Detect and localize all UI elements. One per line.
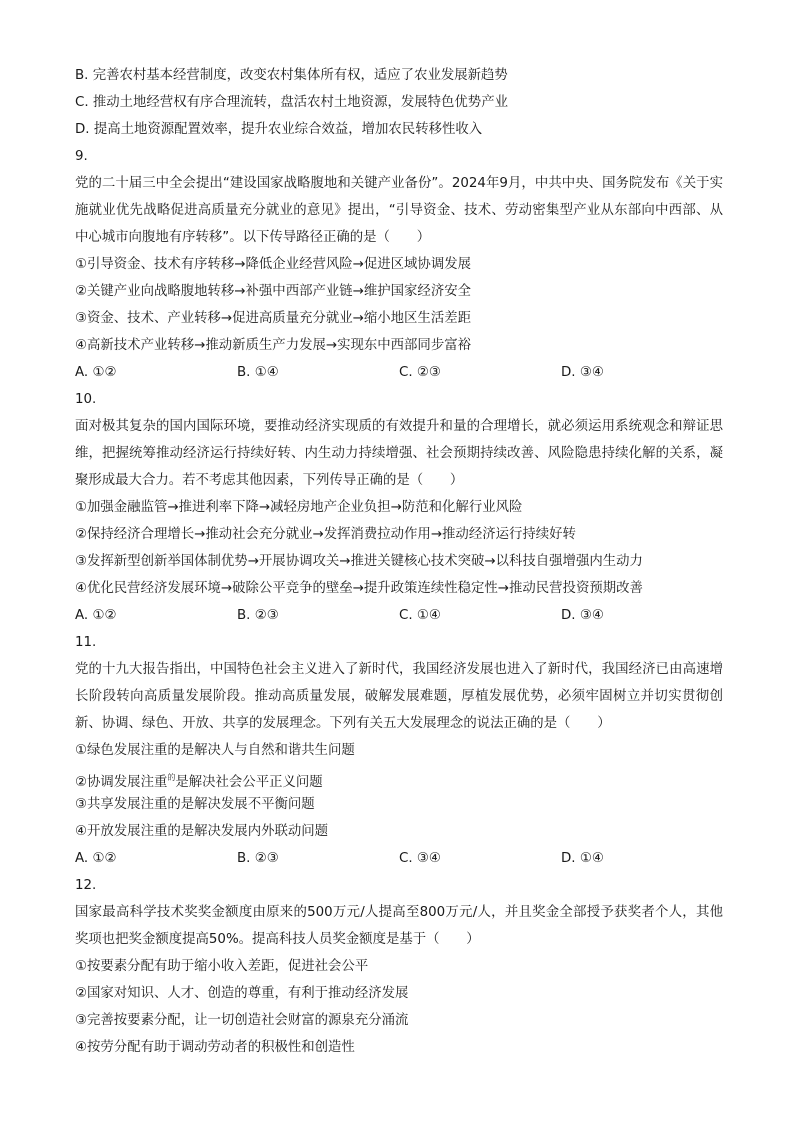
statement-2-end: 是解决社会公平正义问题 [175, 775, 323, 790]
statement-4: ④按劳分配有助于调动劳动者的积极性和创造性 [75, 1040, 355, 1055]
choice-b[interactable]: B. ②③ [237, 851, 279, 866]
question-12 [75, 872, 723, 1061]
superscript-artifact: 的 [167, 773, 176, 782]
statement-2: ②保持经济合理增长→推动社会充分就业→发挥消费拉动作用→推动经济运行持续好转 [75, 527, 576, 542]
statement-1: ①按要素分配有助于缩小收入差距，促进社会公平 [75, 959, 369, 974]
statement-3: ③发挥新型创新举国体制优势→开展协调攻关→推进关键核心技术突破→以科技自强增强内生动力 [75, 554, 643, 569]
choice-a[interactable]: A. ①② [75, 851, 117, 866]
statement-2 [75, 764, 723, 791]
answer-choices [75, 359, 723, 386]
choice-b[interactable]: B. ②③ [237, 608, 279, 623]
choice-a[interactable]: A. ①② [75, 365, 117, 380]
option-d: D. 提高土地资源配置效率，提升农业综合效益，增加农民转移性收入 [75, 122, 483, 137]
question-stem: 面对极其复杂的国内国际环境，要推动经济实现质的有效提升和量的合理增长，就必须运用系统观念和辩证思维，把握统筹推动经济运行持续好转、内生动力持续增强、社会预期持续改善、风险隐患持续化解的关系，凝聚形成最大合力。若不考虑其他因素，下列传导正确的是（ ） [75, 419, 723, 488]
statement-1: ①加强金融监管→推进利率下降→减轻房地产企业负担→防范和化解行业风险 [75, 500, 523, 515]
statement-1: ①绿色发展注重的是解决人与自然和谐共生问题 [75, 743, 355, 758]
question-stem: 党的二十届三中全会提出“建设国家战略腹地和关键产业备份”。2024年9月，中共中央、国务院发布《关于实施就业优先战略促进高质量充分就业的意见》提出，“引导资金、技术、劳动密集型产业从东部向中西部、从中心城市向腹地有序转移”。以下传导路径正确的是（ ） [75, 176, 723, 245]
choice-c[interactable]: C. ①④ [399, 608, 441, 623]
exam-page [75, 62, 723, 1061]
answer-choices [75, 845, 723, 872]
question-number: 12. [75, 878, 97, 893]
question-number: 11. [75, 635, 97, 650]
choice-a[interactable]: A. ①② [75, 608, 117, 623]
choice-b[interactable]: B. ①④ [237, 365, 279, 380]
option-b: B. 完善农村基本经营制度，改变农村集体所有权，适应了农业发展新趋势 [75, 68, 508, 83]
statement-3: ③完善按要素分配，让一切创造社会财富的源泉充分涌流 [75, 1013, 409, 1028]
question-9 [75, 143, 723, 386]
statement-4: ④开放发展注重的是解决发展内外联动问题 [75, 824, 329, 839]
statement-2: ②国家对知识、人才、创造的尊重，有利于推动经济发展 [75, 986, 409, 1001]
choice-c[interactable]: C. ②③ [399, 365, 441, 380]
question-10 [75, 386, 723, 629]
statement-3: ③资金、技术、产业转移→促进高质量充分就业→缩小地区生活差距 [75, 311, 471, 326]
question-number: 10. [75, 392, 97, 407]
statement-2-start: ②协调发展注重 [75, 775, 168, 790]
statement-4: ④优化民营经济发展环境→破除公平竞争的壁垒→提升政策连续性稳定性→推动民营投资预期改善 [75, 581, 643, 596]
choice-d[interactable]: D. ③④ [561, 608, 604, 623]
choice-d[interactable]: D. ③④ [561, 365, 604, 380]
statement-3: ③共享发展注重的是解决发展不平衡问题 [75, 797, 315, 812]
statement-4: ④高新技术产业转移→推动新质生产力发展→实现东中西部同步富裕 [75, 338, 471, 353]
option-c: C. 推动土地经营权有序合理流转，盘活农村土地资源，发展特色优势产业 [75, 95, 508, 110]
statement-2: ②关键产业向战略腹地转移→补强中西部产业链→维护国家经济安全 [75, 284, 471, 299]
question-stem: 党的十九大报告指出，中国特色社会主义进入了新时代，我国经济发展也进入了新时代，我国经济已由高速增长阶段转向高质量发展阶段。推动高质量发展，破解发展难题，厚植发展优势，必须牢固树立并切实贯彻创新、协调、绿色、开放、共享的发展理念。下列有关五大发展理念的说法正确的是（ ） [75, 662, 723, 731]
statement-1: ①引导资金、技术有序转移→降低企业经营风险→促进区域协调发展 [75, 257, 471, 272]
question-11 [75, 629, 723, 872]
choice-c[interactable]: C. ③④ [399, 851, 441, 866]
question-number: 9. [75, 149, 88, 164]
question-8-options [75, 62, 723, 143]
answer-choices [75, 602, 723, 629]
choice-d[interactable]: D. ①④ [561, 851, 604, 866]
question-stem: 国家最高科学技术奖奖金额度由原来的500万元/人提高至800万元/人，并且奖金全部授予获奖者个人，其他奖项也把奖金额度提高50%。提高科技人员奖金额度是基于（ ） [75, 905, 723, 947]
